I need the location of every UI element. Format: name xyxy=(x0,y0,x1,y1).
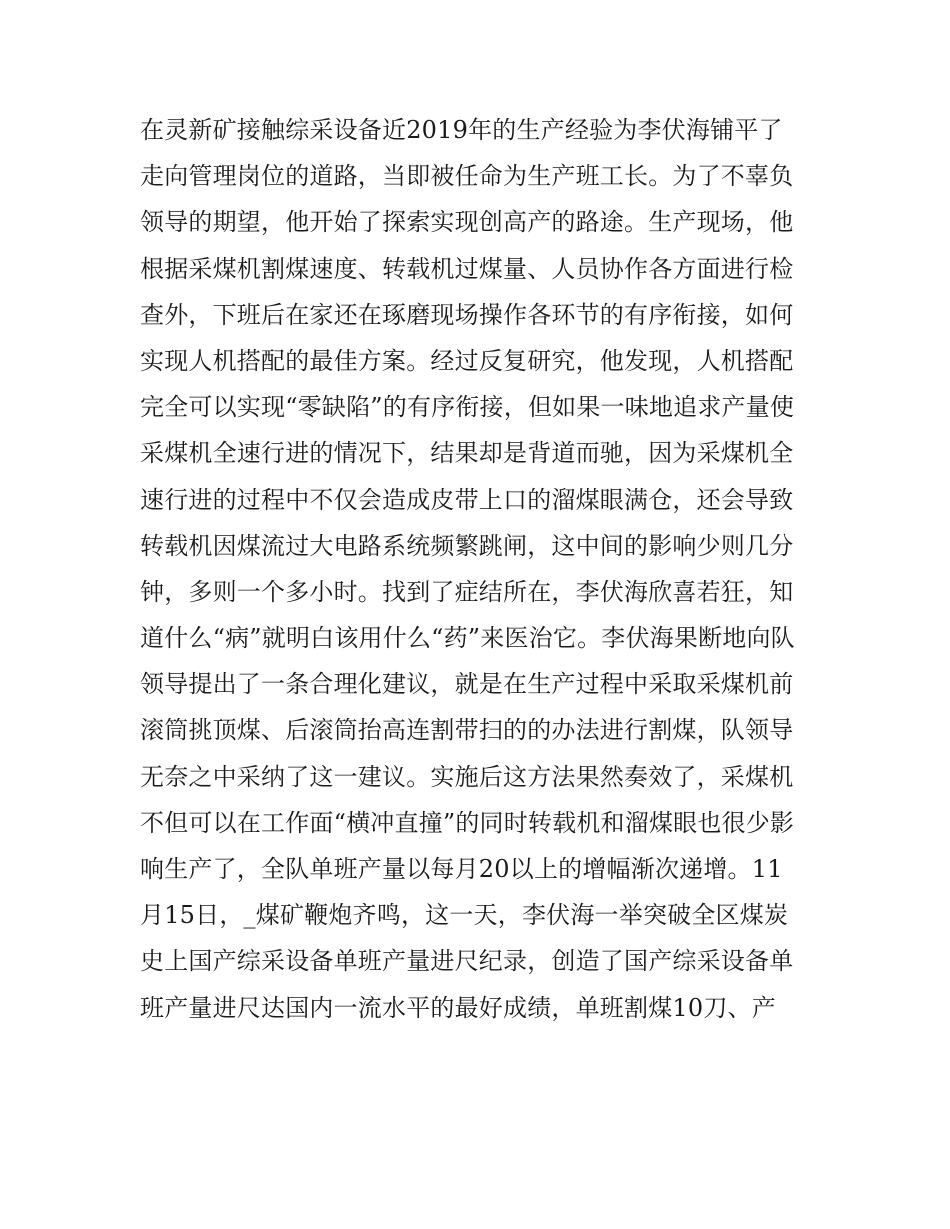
paragraph-line-8: 采煤机全速行进的情况下，结果却是背道而驰，因为采煤机全 xyxy=(140,439,794,468)
paragraph-line-12: 道什么“病”就明白该用什么“药”来医治它。李伏海果断地向队 xyxy=(140,624,795,653)
paragraph-line-19: 史上国产综采设备单班产量进尺纪录，创造了国产综采设备单 xyxy=(140,947,794,976)
paragraph-line-9: 速行进的过程中不仅会造成皮带上口的溜煤眼满仓，还会导致 xyxy=(140,485,794,514)
paragraph-line-20: 班产量进尺达国内一流水平的最好成绩，单班割煤10刀、产 xyxy=(140,993,776,1022)
paragraph-line-5: 查外，下班后在家还在琢磨现场操作各环节的有序衔接，如何 xyxy=(140,300,794,329)
paragraph-line-18: 月15日，_煤矿鞭炮齐鸣，这一天，李伏海一举突破全区煤炭 xyxy=(140,901,789,930)
paragraph-line-3: 领导的期望，他开始了探索实现创高产的路途。生产现场，他 xyxy=(140,208,794,237)
paragraph-line-15: 无奈之中采纳了这一建议。实施后这方法果然奏效了，采煤机 xyxy=(140,762,794,791)
paragraph-line-13: 领导提出了一条合理化建议，就是在生产过程中采取采煤机前 xyxy=(140,670,794,699)
paragraph-line-4: 根据采煤机割煤速度、转载机过煤量、人员协作各方面进行检 xyxy=(140,254,794,283)
paragraph-line-14: 滚筒挑顶煤、后滚筒抬高连割带扫的的办法进行割煤，队领导 xyxy=(140,716,794,745)
paragraph-line-7: 完全可以实现“零缺陷”的有序衔接，但如果一味地追求产量使 xyxy=(140,393,795,422)
paragraph-line-2: 走向管理岗位的道路，当即被任命为生产班工长。为了不辜负 xyxy=(140,162,794,191)
paragraph-line-6: 实现人机搭配的最佳方案。经过反复研究，他发现，人机搭配 xyxy=(140,346,794,375)
paragraph-line-10: 转载机因煤流过大电路系统频繁跳闸，这中间的影响少则几分 xyxy=(140,531,794,560)
body-paragraph xyxy=(140,107,830,1031)
paragraph-line-17: 响生产了，全队单班产量以每月20以上的增幅渐次递增。11 xyxy=(140,855,783,883)
paragraph-line-11: 钟，多则一个多小时。找到了症结所在，李伏海欣喜若狂，知 xyxy=(140,577,794,606)
paragraph-line-16: 不但可以在工作面“横冲直撞”的同时转载机和溜煤眼也很少影 xyxy=(140,808,795,837)
paragraph-line-1: 在灵新矿接触综采设备近2019年的生产经验为李伏海铺平了 xyxy=(140,116,783,144)
